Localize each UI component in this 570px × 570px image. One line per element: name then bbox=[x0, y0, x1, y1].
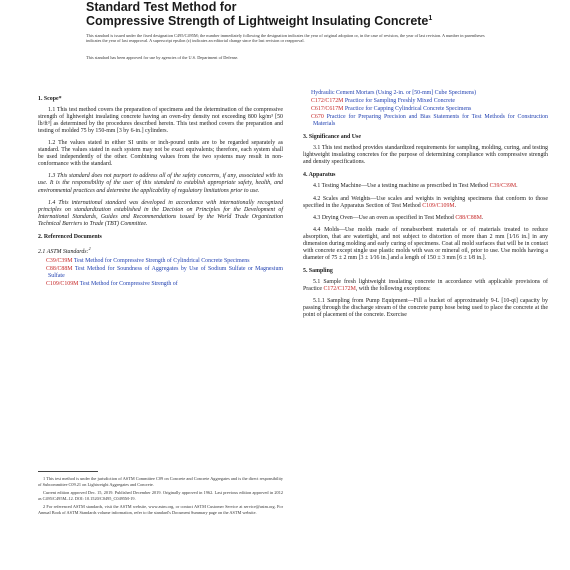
para-5-1-ref[interactable]: C172/C172M bbox=[323, 285, 356, 292]
apparatus-heading: 4. Apparatus bbox=[303, 172, 336, 179]
significance-heading: 3. Significance and Use bbox=[303, 134, 361, 141]
para-4-2: 4.2 Scales and Weights—Use scales and weights in weighing specimens that conform to those specified in the Apparatus Section of Test Method C109/C109M. bbox=[303, 195, 548, 209]
refs-heading: 2. Referenced Documents bbox=[38, 233, 102, 240]
ref-c172-code[interactable]: C172/C172M bbox=[311, 98, 344, 105]
ref-c39-code[interactable]: C39/C39M bbox=[46, 257, 73, 264]
footnote-1b: Current edition approved Dec. 15, 2019. Published December 2019. Originally approved in 1962. Last previous edition approved in 2012 as C495/C495M–12. DOI: 10.1520/C0495_C0495M-19. bbox=[38, 490, 283, 501]
defense-note: This standard has been approved for use by agencies of the U.S. Department of Defense. bbox=[86, 55, 239, 60]
para-4-1-text: 4.1 Testing Machine—Use a testing machine as prescribed in Test Method bbox=[313, 183, 490, 190]
right-column bbox=[303, 90, 548, 324]
para-4-2-ref[interactable]: C109/C109M bbox=[422, 202, 455, 209]
left-column bbox=[38, 90, 283, 289]
para-1-3: 1.3 This standard does not purport to address all of the safety concerns, if any, associated with its use. It is the responsibility of the user of this standard to establish appropriate safety, health, and environmental practices and determine the applicability of regulatory limitations prior to use. bbox=[38, 173, 283, 194]
doc-title-text: Compressive Strength of Lightweight Insulating Concrete bbox=[86, 14, 429, 29]
para-4-4: 4.4 Molds—Use molds made of nonabsorbent materials or of materials treated to reduce absorption, that are watertight, and not subject to distortion of more than 2 mm [1⁄16 in.] in any dimension during molding and early curing of specimens. Coat all mold surfaces that will be in contact with concrete except single use plastic molds with wax or mineral oil, prior to use. Use molds having a diameter of 75 ± 2 mm [3 ± 1⁄16 in.] and a length of 150 ± 3 mm [6 ± 1⁄8 in.]. bbox=[303, 226, 548, 261]
ref-c109-title[interactable]: Test Method for Compressive Strength of bbox=[79, 280, 178, 287]
ref-c109-continued bbox=[303, 90, 548, 97]
ref-c88-title[interactable]: Test Method for Soundness of Aggregates by Use of Sodium Sulfate or Magnesium Sulfate bbox=[48, 265, 283, 279]
ref-c88 bbox=[38, 266, 283, 280]
ref-c617-code[interactable]: C617/C617M bbox=[311, 106, 344, 113]
ref-c39-title[interactable]: Test Method for Compressive Strength of Cylindrical Concrete Specimens bbox=[73, 257, 250, 264]
para-4-3: 4.3 Drying Oven—Use an oven as specified in Test Method C88/C88M. bbox=[313, 214, 484, 221]
astm-standards-text: 2.1 ASTM Standards: bbox=[38, 248, 89, 255]
ref-c172-title[interactable]: Practice for Sampling Freshly Mixed Concrete bbox=[344, 98, 455, 105]
para-3-1: 3.1 This test method provides standardized requirements for sampling, molding, curing, and testing lightweight insulating concretes for the purpose of determining compliance with compressive strength and density specifications. bbox=[303, 145, 548, 166]
footnote-1: 1 This test method is under the jurisdiction of ASTM Committee C09 on Concrete and Concrete Aggregates and is the direct responsibility of Subcommittee C09.21 on Lightweight Aggregates and Concrete. bbox=[38, 476, 283, 487]
ref-c109 bbox=[38, 281, 283, 288]
para-4-1: 4.1 Testing Machine—Use a testing machine as prescribed in Test Method C39/C39M. bbox=[313, 183, 518, 190]
para-1-1: 1.1 This test method covers the preparation of specimens and the determination of the compressive strength of lightweight insulating concrete having an oven-dry density not exceeding 800 kg/m³ [50 lb/ft³] as determined by the procedures described herein. This test method covers the preparation and testing of molded 75 by 150-mm [3 by 6-in.] cylinders. bbox=[38, 107, 283, 135]
ref-c39 bbox=[38, 258, 283, 265]
ref-c670 bbox=[303, 114, 548, 128]
title-footnote-mark: 1 bbox=[428, 15, 433, 22]
designation-note: This standard is issued under the fixed designation C495/C495M; the number immediately following the designation indicates the year of original adoption or, in the case of revision, the year of last revision. A number in parentheses indicates the year of last reapproval. A superscript epsilon (ε) indicates an editorial change since the last revision or reapproval. bbox=[86, 33, 485, 44]
footnote-2: 2 For referenced ASTM standards, visit the ASTM website, www.astm.org, or contact ASTM Customer Service at service@astm.org. For Annual Book of ASTM Standards volume information, refer to the standard's Document Summary page on the ASTM website. bbox=[38, 504, 283, 515]
sampling-heading: 5. Sampling bbox=[303, 267, 333, 274]
scope-heading: 1. Scope* bbox=[38, 96, 62, 102]
para-1-2: 1.2 The values stated in either SI units or inch-pound units are to be regarded separately as standard. The values stated in each system may not be exact equivalents; therefore, each system shall be used independently of the other. Combining values from the two systems may result in non-conformance with the standard. bbox=[38, 140, 283, 168]
para-5-1 bbox=[303, 279, 548, 293]
footnote-divider bbox=[38, 471, 98, 472]
para-5-1-text: 5.1 Sample fresh lightweight insulating concrete in accordance with applicable provisions of Practice bbox=[303, 278, 548, 292]
astm-standards-mark: 2 bbox=[88, 245, 91, 251]
para-4-1-ref[interactable]: C39/C39M bbox=[489, 183, 517, 190]
ref-c172 bbox=[303, 98, 548, 105]
ref-c617-title[interactable]: Practice for Capping Cylindrical Concrete Specimens bbox=[344, 106, 472, 113]
footnotes bbox=[38, 476, 283, 519]
para-4-3-ref[interactable]: C88/C88M bbox=[455, 214, 482, 221]
para-4-2-text: 4.2 Scales and Weights—Use scales and weights in weighing specimens that conform to those specified in the Apparatus Section of Test Method bbox=[303, 195, 548, 209]
ref-c670-title[interactable]: Practice for Preparing Precision and Bias Statements for Test Methods for Construction Materials bbox=[313, 114, 548, 128]
doc-title-line1: Standard Test Method for bbox=[86, 0, 237, 14]
ref-c670-code[interactable]: C670 bbox=[311, 114, 324, 121]
ref-c109-title-cont[interactable]: Hydraulic Cement Mortars (Using 2-in. or [50-mm] Cube Specimens) bbox=[311, 90, 477, 96]
para-1-4: 1.4 This international standard was developed in accordance with internationally recognized principles on standardization established in the Decision on Principles for the Development of International Standards, Guides and Recommendations issued by the World Trade Organization Technical Barriers to Trade (TBT) Committee. bbox=[38, 199, 283, 227]
para-4-3-text: 4.3 Drying Oven—Use an oven as specified in Test Method bbox=[313, 214, 456, 221]
para-5-1-tail: , with the following exceptions: bbox=[355, 285, 431, 292]
ref-c109-code[interactable]: C109/C109M bbox=[46, 280, 79, 287]
para-5-1-1: 5.1.1 Sampling from Pump Equipment—Fill a bucket of approximately 9-L [10-qt] capacity by passing through the discharge stream of the concrete pump hose being used to place the concrete at the point of placement of the concrete. Exercise bbox=[303, 298, 548, 319]
astm-standards-label bbox=[38, 245, 283, 256]
ref-c88-code[interactable]: C88/C88M bbox=[46, 265, 73, 272]
ref-c617 bbox=[303, 106, 548, 113]
doc-title-line2 bbox=[86, 12, 432, 28]
